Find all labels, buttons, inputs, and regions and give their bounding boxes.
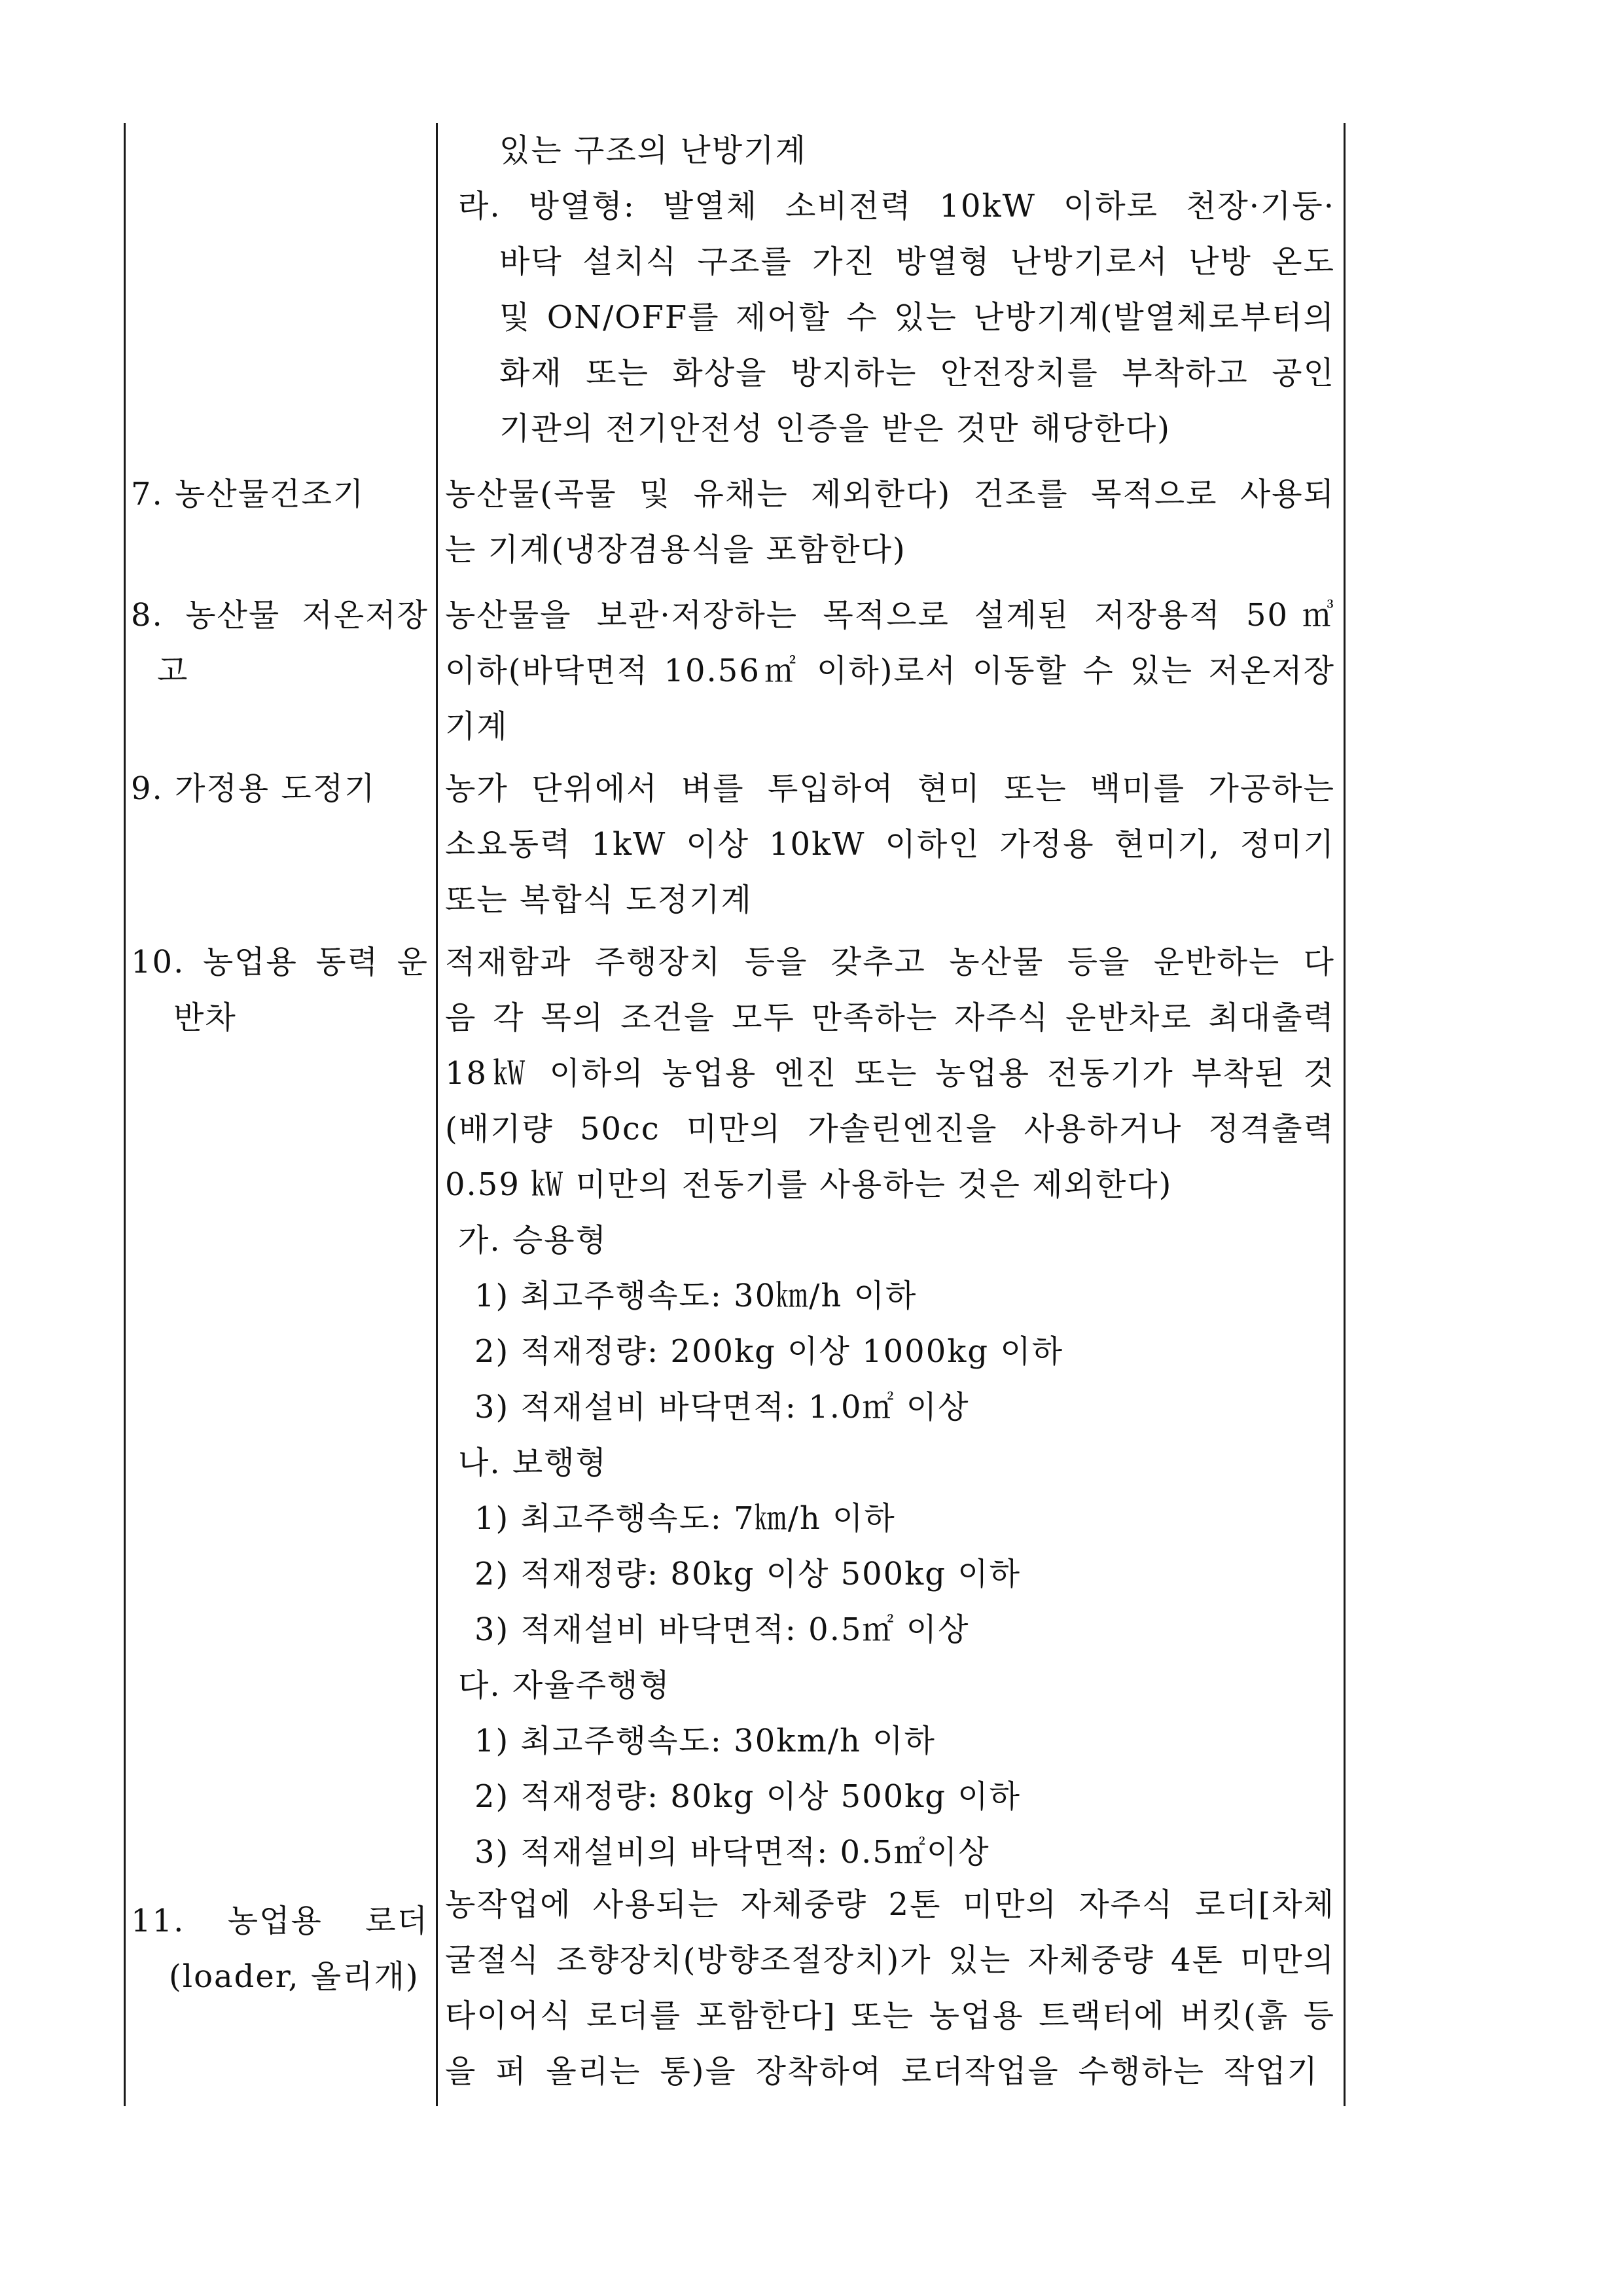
- sub-item: 2) 적재정량: 80kg 이상 500kg 이하: [474, 1556, 1021, 1592]
- desc-line: 소요동력 1kW 이상 10kW 이하인 가정용 현미기, 정미기: [445, 826, 1335, 863]
- desc-line: 적재함과 주행장치 등을 갖추고 농산물 등을 운반하는 다: [445, 944, 1335, 980]
- table-left-rule: [124, 123, 126, 2106]
- subsection-heading: 나. 보행형: [458, 1444, 607, 1481]
- item-label: (loader, 올리개): [169, 1958, 419, 1995]
- sub-item: 3) 적재설비 바닥면적: 1.0㎡ 이상: [474, 1389, 970, 1426]
- desc-line: 이하(바닥면적 10.56㎡ 이하)로서 이동할 수 있는 저온저장: [445, 653, 1335, 689]
- desc-line: 바닥 설치식 구조를 가진 방열형 난방기로서 난방 온도: [499, 243, 1335, 280]
- sub-item: 1) 최고주행속도: 30km/h 이하: [474, 1723, 936, 1759]
- item-label: 반차: [173, 999, 237, 1036]
- sub-item: 3) 적재설비 바닥면적: 0.5㎡ 이상: [474, 1611, 970, 1648]
- item-label: 고: [157, 653, 189, 689]
- sub-item: 2) 적재정량: 80kg 이상 500kg 이하: [474, 1778, 1021, 1815]
- desc-line: 있는 구조의 난방기계: [499, 132, 807, 169]
- desc-line: 농가 단위에서 벼를 투입하여 현미 또는 백미를 가공하는: [445, 770, 1335, 807]
- item-label: 10. 농업용 동력 운: [131, 944, 429, 980]
- desc-line: 화재 또는 화상을 방지하는 안전장치를 부착하고 공인: [499, 355, 1335, 391]
- sub-item: 1) 최고주행속도: 7㎞/h 이하: [474, 1500, 896, 1537]
- sub-item: 2) 적재정량: 200kg 이상 1000kg 이하: [474, 1333, 1064, 1370]
- desc-line: 을 퍼 올리는 통)을 장착하여 로더작업을 수행하는 작업기: [445, 2053, 1319, 2090]
- item-label: 8. 농산물 저온저장: [131, 597, 429, 634]
- sub-item: 1) 최고주행속도: 30㎞/h 이하: [474, 1278, 918, 1314]
- desc-line: (배기량 50cc 미만의 가솔린엔진을 사용하거나 정격출력: [445, 1111, 1335, 1147]
- desc-line: 및 ON/OFF를 제어할 수 있는 난방기계(발열체로부터의: [499, 299, 1335, 336]
- desc-line: 타이어식 로더를 포함한다] 또는 농업용 트랙터에 버킷(흙 등: [445, 1998, 1335, 2034]
- desc-line: 기계: [445, 708, 508, 745]
- sub-item: 3) 적재설비의 바닥면적: 0.5㎡이상: [474, 1834, 990, 1871]
- desc-line: 농산물을 보관·저장하는 목적으로 설계된 저장용적 50㎥: [445, 597, 1335, 634]
- desc-line: 또는 복합식 도정기계: [445, 882, 753, 918]
- desc-line: 음 각 목의 조건을 모두 만족하는 자주식 운반차로 최대출력: [445, 999, 1335, 1036]
- subsection-heading: 가. 승용형: [458, 1222, 607, 1259]
- desc-line: 라. 방열형: 발열체 소비전력 10kW 이하로 천장·기둥·: [458, 188, 1335, 224]
- desc-line: 기관의 전기안전성 인증을 받은 것만 해당한다): [499, 410, 1171, 447]
- desc-line: 농작업에 사용되는 자체중량 2톤 미만의 자주식 로더[차체: [445, 1886, 1335, 1923]
- table-column-divider: [436, 123, 438, 2106]
- table-right-rule: [1344, 123, 1346, 2106]
- desc-line: 는 기계(냉장겸용식을 포함한다): [445, 531, 906, 568]
- desc-line: 18㎾ 이하의 농업용 엔진 또는 농업용 전동기가 부착된 것: [445, 1055, 1335, 1092]
- desc-line: 0.59 ㎾ 미만의 전동기를 사용하는 것은 제외한다): [445, 1166, 1173, 1203]
- item-label: 9. 가정용 도정기: [131, 770, 376, 807]
- desc-line: 농산물(곡물 및 유채는 제외한다) 건조를 목적으로 사용되: [445, 476, 1335, 512]
- item-label: 7. 농산물건조기: [131, 476, 365, 512]
- item-label: 11. 농업용 로더: [131, 1903, 429, 1939]
- desc-line: 굴절식 조향장치(방향조절장치)가 있는 자체중량 4톤 미만의: [445, 1942, 1335, 1979]
- subsection-heading: 다. 자율주행형: [458, 1667, 671, 1704]
